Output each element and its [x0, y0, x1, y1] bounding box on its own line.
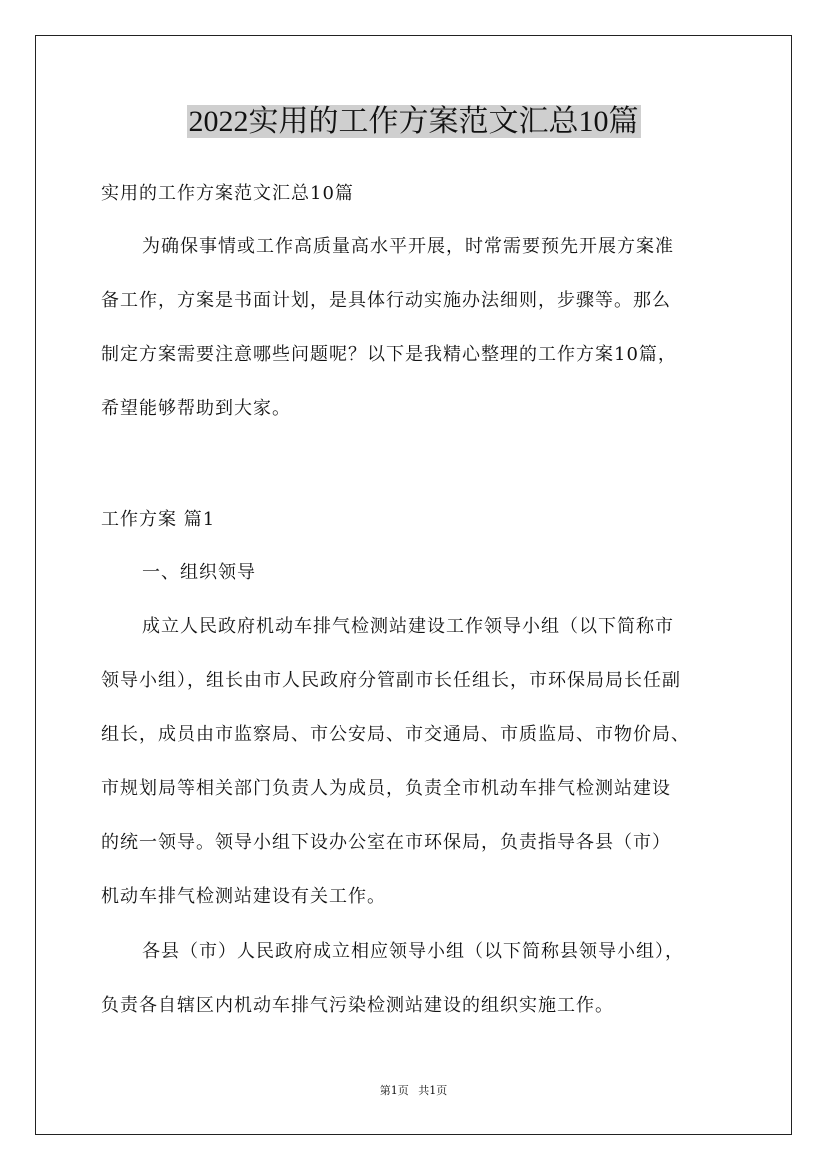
paragraph-1-line-3: 组长，成员由市监察局、市公安局、市交通局、市质监局、市物价局、	[101, 724, 690, 745]
document-title-text: 2022实用的工作方案范文汇总10篇	[188, 105, 639, 138]
page-footer: 第1页 共1页	[379, 1084, 448, 1097]
intro-line-3: 制定方案需要注意哪些问题呢？以下是我精心整理的工作方案10篇，	[101, 344, 677, 365]
document-subtitle: 实用的工作方案范文汇总10篇	[101, 183, 354, 204]
paragraph-1-line-4: 市规划局等相关部门负责人为成员，负责全市机动车排气检测站建设	[101, 778, 671, 799]
document-title	[0, 100, 827, 144]
section-heading: 工作方案 篇1	[101, 509, 216, 530]
paragraph-2-line-2: 负责各自辖区内机动车排气污染检测站建设的组织实施工作。	[101, 995, 614, 1016]
paragraph-1-line-5: 的统一领导。领导小组下设办公室在市环保局，负责指导各县（市）	[101, 832, 671, 853]
paragraph-2-line-1: 各县（市）人民政府成立相应领导小组（以下简称县领导小组），	[142, 941, 684, 962]
section-item-heading: 一、组织领导	[142, 562, 256, 583]
paragraph-1-line-2: 领导小组），组长由市人民政府分管副市长任组长，市环保局局长任副	[101, 670, 681, 691]
intro-line-4: 希望能够帮助到大家。	[101, 398, 291, 419]
intro-line-1: 为确保事情或工作高质量高水平开展，时常需要预先开展方案准	[142, 236, 674, 257]
intro-line-2: 备工作，方案是书面计划，是具体行动实施办法细则，步骤等。那么	[101, 290, 671, 311]
paragraph-1-line-6: 机动车排气检测站建设有关工作。	[101, 886, 386, 907]
paragraph-1-line-1: 成立人民政府机动车排气检测站建设工作领导小组（以下简称市	[142, 616, 674, 637]
